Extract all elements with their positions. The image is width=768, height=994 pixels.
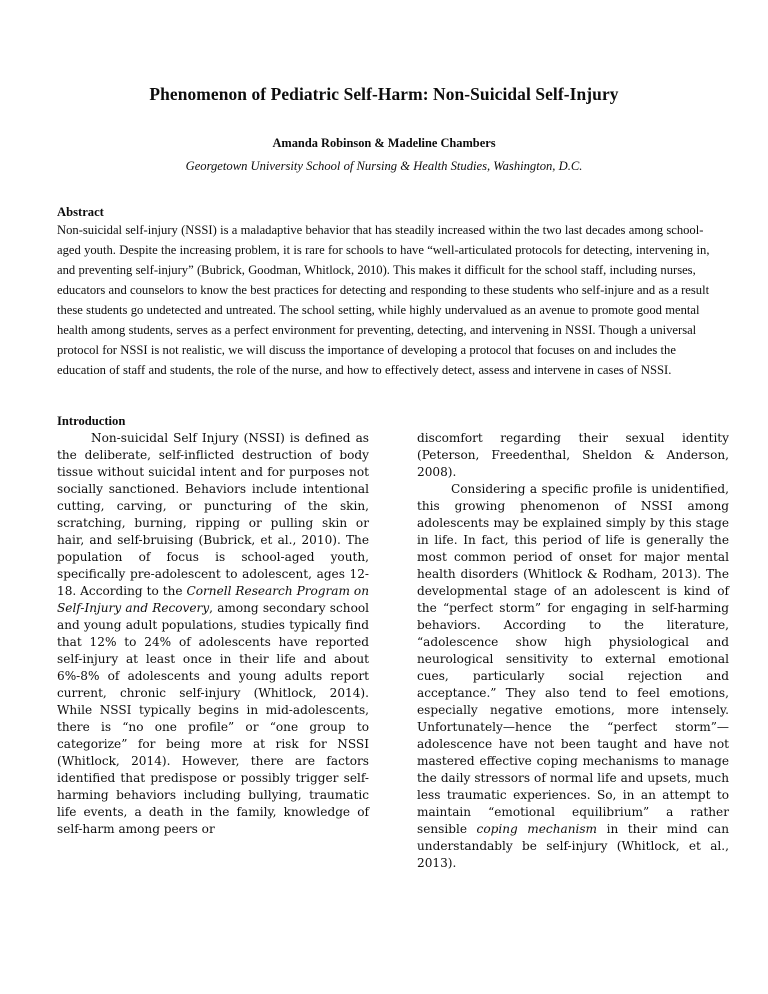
abstract-heading: Abstract (57, 205, 104, 220)
abstract-section (57, 203, 713, 381)
abstract-body: Non-suicidal self-injury (NSSI) is a maladaptive behavior that has steadily increased within the two last decades among school-aged youth. Despite the increasing problem, it is rare for schools to have “well-articulated protocols for detecting, intervening in, and preventing self-injury” (Bubrick, Goodman, Whitlock, 2010). This makes it difficult for the school staff, including nurses, educators and counselors to know the best practices for detecting and responding to these students who self-injure and as a result these students go undetected and untreated. The school setting, while highly undervalued as an avenue to promote good mental health among students, serves as a perfect environment for preventing, detecting, and intervening in NSSI. Though a universal protocol for NSSI is not realistic, we will discuss the importance of developing a protocol that focuses on and includes the education of staff and students, the role of the nurse, and how to effectively detect, assess and intervene in cases of NSSI. (57, 223, 710, 378)
emphasis-coping-mechanism: coping mechanism (476, 822, 598, 836)
paragraph-text-segment: , among secondary school and young adult populations, studies typically find that 12% to 24% of adolescents have reported self-injury at least once in their life and about 6%-8% of adolescents and young adults report current, chronic self-injury (Whitlock, 2014). While NSSI typically begins in mid-adolescents, there is “no one profile” or “one group to categorize” for being more at risk for NSSI (Whitlock, 2014). However, there are factors identified that predispose or possibly trigger self-harming behaviors including bullying, traumatic life events, a death in the family, knowledge of self-harm among peers or (57, 601, 369, 836)
paragraph-text-segment: Non-suicidal Self Injury (NSSI) is defined as the deliberate, self-inflicted destruction of body tissue without suicidal intent and for purposes not socially sanctioned. Behaviors include intentional cutting, carving, or puncturing of the skin, scratching, burning, ripping or pulling skin or hair, and self-bruising (Bubrick, et al., 2010). The population of focus is school-aged youth, specifically pre-adolescent to adolescent, ages 12-18. According to the (57, 431, 369, 599)
masthead (0, 0, 768, 174)
paragraph-text-segment: in their mind can understandably be self-injury (Whitlock, et al., 2013). (417, 822, 729, 870)
page-title: Phenomenon of Pediatric Self-Harm: Non-Suicidal Self-Injury (149, 84, 619, 104)
cited-program-title: Cornell Research Program on Self-Injury and Recovery (57, 584, 369, 616)
left-column (57, 430, 369, 838)
paragraph-intro-first-continued (417, 430, 729, 481)
author-list: Amanda Robinson & Madeline Chambers (272, 135, 496, 150)
right-column (417, 430, 729, 872)
affiliation: Georgetown University School of Nursing & Health Studies, Washington, D.C. (185, 158, 583, 173)
paragraph-intro-second (417, 481, 729, 872)
paragraph-intro-first (57, 430, 369, 838)
introduction-heading: Introduction (57, 414, 126, 429)
paragraph-text-segment: discomfort regarding their sexual identity (Peterson, Freedenthal, Sheldon & Anderson, 2008). (417, 431, 729, 480)
paragraph-text-segment: Considering a specific profile is unidentified, this growing phenomenon of NSSI among adolescents may be explained simply by this stage in life. In fact, this period of life is generally the most common period of onset for major mental health disorders (Whitlock & Rodham, 2013). The developmental stage of an adolescent is kind of the “perfect storm” for engaging in self-harming behaviors. According to the literature, “adolescence show high physiological and neurological sensitivity to external emotional cues, particularly social rejection and acceptance.” They also tend to feel emotions, especially negative emotions, more intensely. Unfortunately—hence the “perfect storm”—adolescence have not been taught and have not mastered effective coping mechanisms to manage the daily stressors of normal life and upsets, much less traumatic experiences. So, in an attempt to maintain “emotional equilibrium” a rather sensible (417, 482, 729, 836)
body-columns (57, 430, 728, 872)
introduction-heading-wrap (57, 381, 713, 430)
